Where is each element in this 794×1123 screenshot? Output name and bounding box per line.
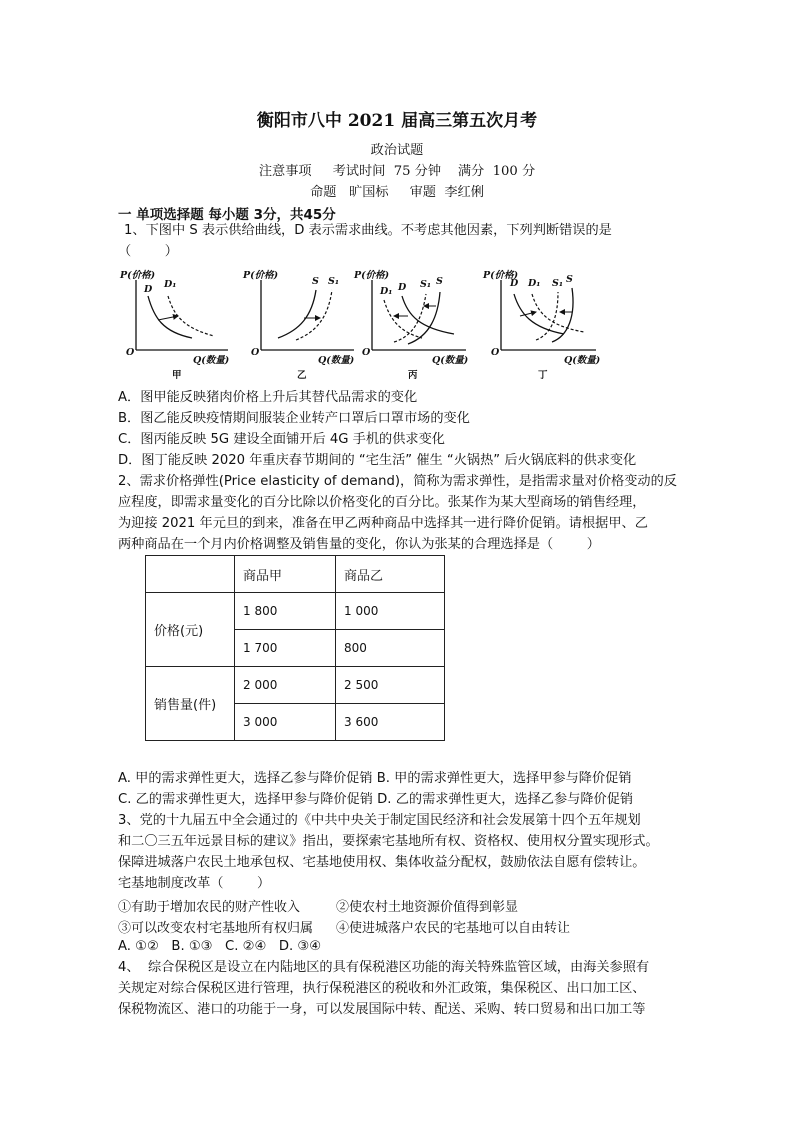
exam-title: 衡阳市八中 2021 届高三第五次月考 [256,111,538,131]
table-header-jia: 商品甲 [235,556,336,593]
q4-line-3: 保税物流区、港口的功能于一身，可以发展国际中转、配送、采购、转口贸易和出口加工等 [118,1002,646,1017]
table-cell: 2 500 [336,667,445,704]
table-cell: 1 800 [235,593,336,630]
graph-bing-curve-d: D [398,282,407,293]
table-header-yi: 商品乙 [336,556,445,593]
q2-line-4: 两种商品在一个月内价格调整及销售量的变化，你认为张某的合理选择是（ ） [118,537,600,552]
graph-bing-curve-s: S [436,276,443,287]
exam-authors: 命题 旷国标 审题 李红俐 [310,185,484,200]
graph-ding-x-axis: Q(数量) [564,355,601,366]
graph-jia [119,269,229,381]
q3-line-3: 保障进城落户农民土地承包权、宅基地使用权、集体收益分配权，鼓励依法自愿有偿转让。 [118,855,646,870]
graph-yi [242,269,354,381]
graph-yi-curve-s: S [312,276,319,287]
q1-option-c: C．图丙能反映 5G 建设全面铺开后 4G 手机的供求变化 [118,432,445,447]
graph-bing-label: 丙 [408,370,418,381]
graph-bing [353,269,468,381]
graph-ding-label: 丁 [538,370,548,381]
q1-option-a: A．图甲能反映猪肉价格上升后其替代品需求的变化 [118,390,418,405]
q2-line-2: 应程度，即需求量变化的百分比除以价格变化的百分比。张某作为某大型商场的销售经理， [118,495,646,510]
q1-stem-paren: （ ） [118,244,178,259]
q3-item-2: ②使农村土地资源价值得到彰显 [336,900,519,915]
q3-item-3: ③可以改变农村宅基地所有权归属 [118,921,314,936]
q2-line-3: 为迎接 2021 年元旦的到来，准备在甲乙两种商品中选择其一进行降价促销。请根据甲、乙 [118,516,648,531]
graph-yi-y-axis: P(价格) [243,270,279,281]
graph-ding-y-axis: P(价格) [483,270,519,281]
graph-yi-label: 乙 [297,370,307,381]
graph-ding-curve-s1: S₁ [552,278,564,289]
graph-bing-curve-s1: S₁ [420,279,432,290]
graph-jia-curve-d1: D₁ [164,279,177,290]
q3-item-4: ④使进城落户农民的宅基地可以自由转让 [336,921,571,936]
graph-ding-curve-d: D₁ [528,278,541,289]
q1-stem: 1、下图中 S 表示供给曲线，D 表示需求曲线。不考虑其他因素，下列判断错误的是 [124,223,612,238]
q2-table [145,555,445,741]
graph-ding-curve-s: S [566,274,573,285]
q2-options-cd: C. 乙的需求弹性更大，选择甲参与降价促销 D. 乙的需求弹性更大，选择乙参与降价促销 [118,792,634,807]
graph-bing-x-axis: Q(数量) [432,355,469,366]
graph-bing-curve-d1: D₁ [380,286,393,297]
q1-option-d: D．图丁能反映 2020 年重庆春节期间的 “宅生活” 催生 “火锅热” 后火锅底料的供求变化 [118,453,637,468]
graph-jia-x-axis: Q(数量) [193,355,230,366]
table-cell: 1 700 [235,630,336,667]
table-row [146,593,445,630]
exam-subject: 政治试题 [370,143,424,158]
exam-notes: 注意事项 考试时间 75 分钟 满分 100 分 [258,164,536,179]
q4-line-2: 关规定对综合保税区进行管理，执行保税港区的税收和外汇政策，集保税区、出口加工区、 [118,981,646,996]
q1-option-b: B．图乙能反映疫情期间服装企业转产口罩后口罩市场的变化 [118,411,470,426]
table-row [146,556,445,593]
graph-jia-y-axis: P(价格) [120,270,156,281]
q3-line-2: 和二〇三五年远景目标的建议》指出，要探索宅基地所有权、资格权、使用权分置实现形式。 [118,834,659,849]
table-row-label-sales: 销售量(件) [146,667,235,741]
graph-jia-curve-d: D [144,284,153,295]
table-cell: 3 000 [235,704,336,741]
graph-bing-origin: O [362,347,371,358]
q3-line-1: 3、党的十九届五中全会通过的《中共中央关于制定国民经济和社会发展第十四个五年规划 [118,813,641,828]
q3-choices: A. ①② B. ①③ C. ②④ D. ③④ [118,939,322,954]
table-cell: 3 600 [336,704,445,741]
table-cell [146,556,235,593]
graph-bing-y-axis: P(价格) [354,270,390,281]
graph-ding-curve-d1: D [510,278,519,289]
q2-options-ab: A. 甲的需求弹性更大，选择乙参与降价促销 B. 甲的需求弹性更大，选择甲参与降价促销 [118,771,632,786]
q1-graphs [118,266,678,384]
graph-ding [482,269,600,381]
graph-yi-origin: O [251,347,260,358]
q3-line-4: 宅基地制度改革（ ） [118,876,271,891]
section-heading: 一 单项选择题 每小题 3分，共45分 [118,207,336,223]
q2-line-1: 2、需求价格弹性(Price elasticity of demand)，简称为需求弹性，是指需求量对价格变动的反 [118,474,677,489]
graph-jia-origin: O [126,347,135,358]
graph-ding-origin: O [491,347,500,358]
graph-jia-label: 甲 [172,370,182,381]
graph-yi-curve-s1: S₁ [328,276,340,287]
table-cell: 800 [336,630,445,667]
q3-item-1: ①有助于增加农民的财产性收入 [118,900,301,915]
graph-yi-x-axis: Q(数量) [318,355,355,366]
table-cell: 1 000 [336,593,445,630]
table-cell: 2 000 [235,667,336,704]
table-row [146,667,445,704]
table-row-label-price: 价格(元) [146,593,235,667]
q4-line-1: 4、 综合保税区是设立在内陆地区的具有保税港区功能的海关特殊监管区域，由海关参照有 [118,960,650,975]
